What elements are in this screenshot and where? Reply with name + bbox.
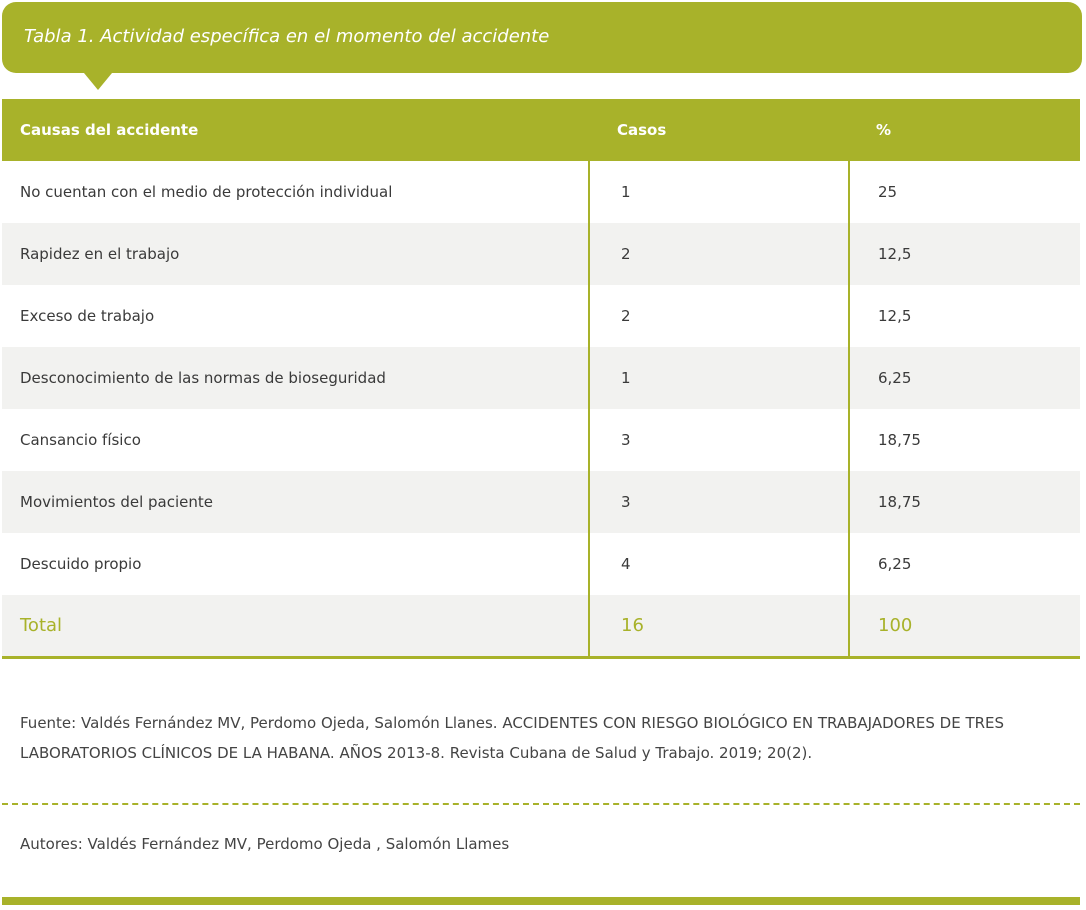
table-row xyxy=(2,533,1080,595)
table-row xyxy=(2,161,1080,223)
cell-cause: Descuido propio xyxy=(20,555,142,573)
bottom-accent-bar xyxy=(2,897,1080,905)
total-percent: 100 xyxy=(849,595,1080,657)
cell-percent: 25 xyxy=(849,161,1080,223)
header-percent: % xyxy=(849,99,1080,161)
dashed-divider xyxy=(2,803,1080,805)
cell-cause: Desconocimiento de las normas de bioseguridad xyxy=(2,347,589,409)
table-header-row xyxy=(2,99,1080,161)
cell-percent: 18,75 xyxy=(849,409,1080,471)
header-causas: Causas del accidente xyxy=(2,99,589,161)
table-title: Tabla 1. Actividad específica en el momento del accidente xyxy=(24,26,550,47)
accident-causes-table xyxy=(2,99,1080,659)
cell-cases: 4 xyxy=(589,533,849,595)
cell-percent: 18,75 xyxy=(849,471,1080,533)
cell-percent: 6,25 xyxy=(849,347,1080,409)
cell-cause: Exceso de trabajo xyxy=(20,307,155,325)
cell-cause: Rapidez en el trabajo xyxy=(2,223,589,285)
cell-cause: Movimientos del paciente xyxy=(2,471,589,533)
total-cases: 16 xyxy=(589,595,849,657)
table-row xyxy=(2,409,1080,471)
cell-cases: 3 xyxy=(589,409,849,471)
title-banner xyxy=(2,2,1082,73)
cell-percent: 12,5 xyxy=(849,223,1080,285)
authors-note: Autores: Valdés Fernández MV, Perdomo Ojeda , Salomón Llames xyxy=(20,835,510,853)
banner-pointer xyxy=(84,73,112,90)
table-total-row xyxy=(2,595,1080,657)
table-row xyxy=(2,223,1080,285)
table-row xyxy=(2,285,1080,347)
source-citation: Fuente: Valdés Fernández MV, Perdomo Ojeda, Salomón Llanes. ACCIDENTES CON RIESGO BIOLÓGICO EN TRABAJADORES DE TRES LABORATORIOS CLÍNICOS DE LA HABANA. AÑOS 2013-8. Revista Cubana de Salud y Trabajo. 2019; 20(2). xyxy=(20,714,1005,762)
total-label: Total xyxy=(2,595,589,657)
cell-cases: 2 xyxy=(589,285,849,347)
cell-cases: 1 xyxy=(589,161,849,223)
table-row xyxy=(2,347,1080,409)
cell-cause: No cuentan con el medio de protección individual xyxy=(20,183,393,201)
cell-percent: 12,5 xyxy=(849,285,1080,347)
cell-cases: 1 xyxy=(589,347,849,409)
cell-percent: 6,25 xyxy=(849,533,1080,595)
cell-cases: 3 xyxy=(589,471,849,533)
cell-cause: Cansancio físico xyxy=(20,431,141,449)
cell-cases: 2 xyxy=(589,223,849,285)
table-row xyxy=(2,471,1080,533)
header-casos: Casos xyxy=(589,99,849,161)
